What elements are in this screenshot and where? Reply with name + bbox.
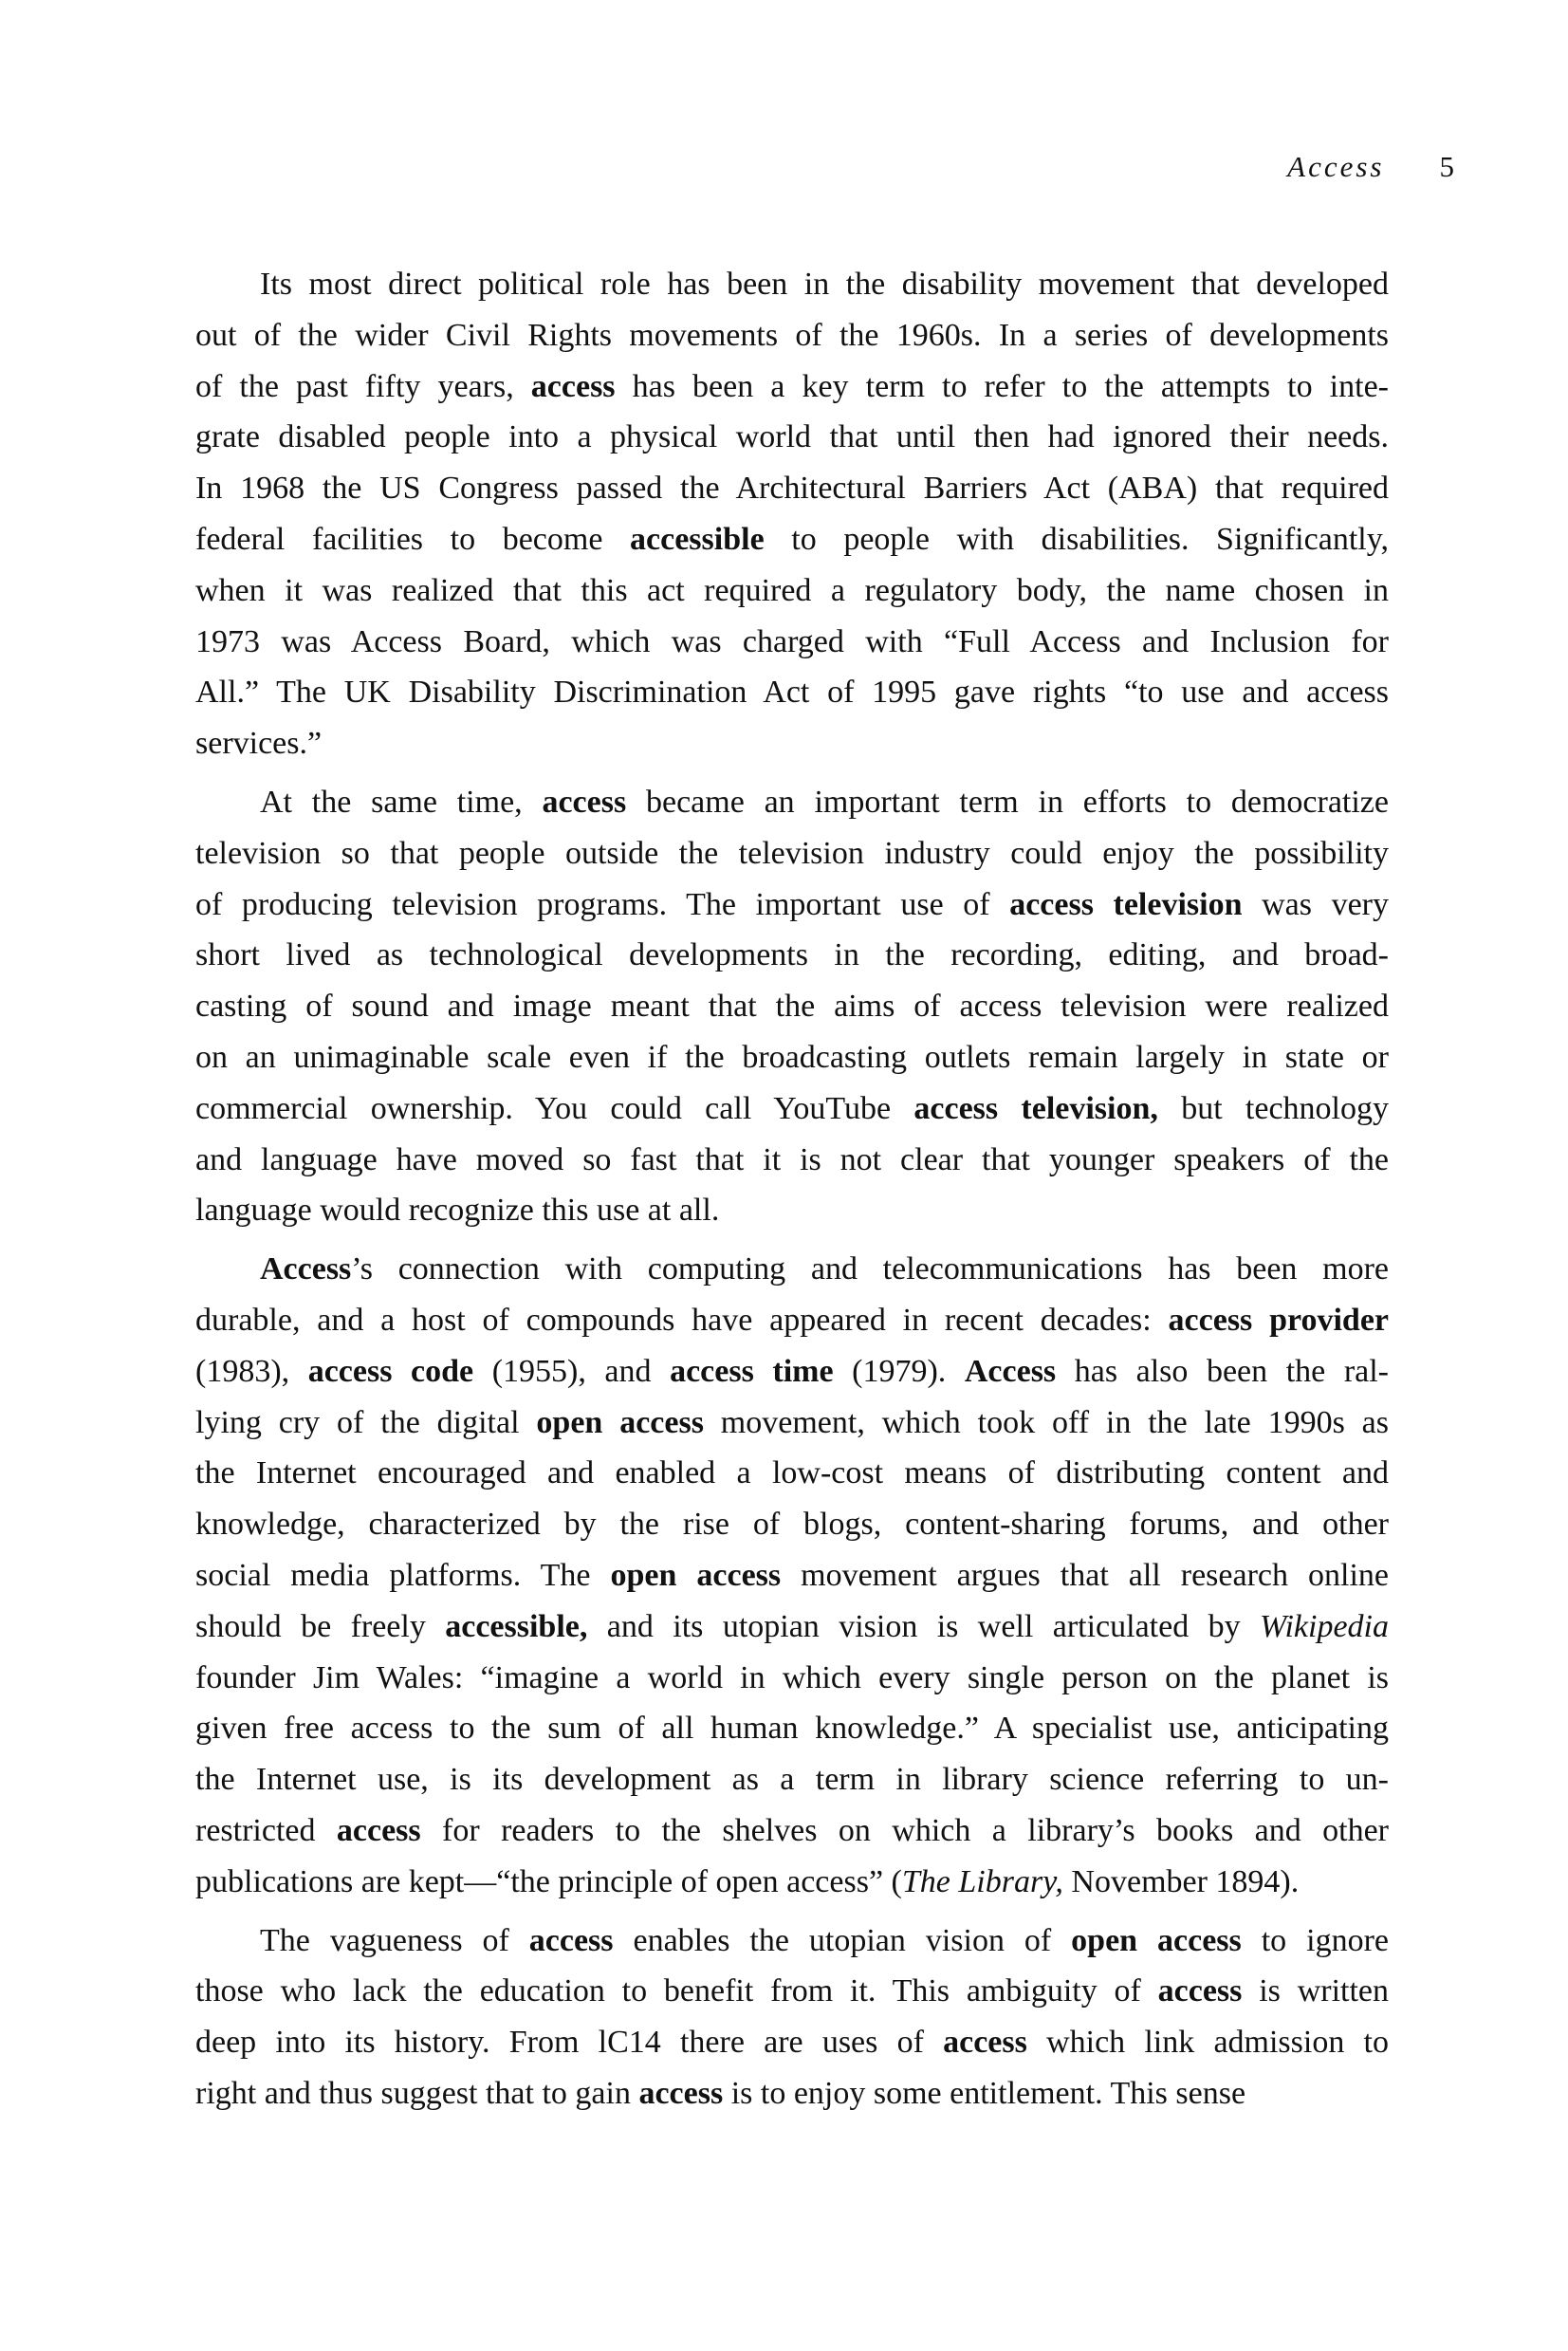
text-run: enables the utopian vision of [613, 1922, 1072, 1958]
text-line [195, 1805, 1389, 1857]
text-line [195, 930, 1389, 981]
text-line [195, 1703, 1389, 1754]
text-run: to ignore [1241, 1922, 1389, 1958]
text-line [195, 718, 1389, 769]
text-line [195, 1857, 1389, 1908]
bold-term: Access [964, 1353, 1057, 1389]
text-line [195, 259, 1389, 310]
text-line [195, 1083, 1389, 1135]
text-run: is to enjoy some entitlement. This sense [723, 2075, 1246, 2111]
text-line [195, 1295, 1389, 1346]
text-run: casting of sound and image meant that the aims of access television were realized [195, 989, 1389, 1025]
text-run: on an unimaginable scale even if the broadcasting outlets remain largely in state or [195, 1039, 1389, 1075]
paragraph [195, 1244, 1389, 1907]
text-run: All.” The UK Disability Discrimination Act of 1995 gave rights “to use and access [195, 675, 1389, 711]
text-line [195, 2068, 1389, 2120]
bold-term: open access [1071, 1922, 1242, 1958]
bold-term: access [542, 784, 627, 820]
text-run: language would recognize this use at all. [195, 1193, 720, 1229]
text-line [195, 1135, 1389, 1186]
text-run: to people with disabilities. Significantly, [764, 521, 1389, 557]
text-line [195, 1601, 1389, 1653]
bold-term: access [528, 1922, 614, 1958]
running-title: Access [1287, 150, 1385, 183]
text-line [195, 361, 1389, 413]
text-run: of producing television programs. The important use of [195, 886, 1010, 922]
text-line [195, 1346, 1389, 1398]
italic-title: The Library, [901, 1863, 1063, 1899]
text-line [195, 777, 1389, 828]
paragraph [195, 259, 1389, 769]
text-run: Its most direct political role has been in the disability movement that developed [260, 267, 1389, 302]
text-line [195, 1398, 1389, 1449]
bold-term: access provider [1168, 1302, 1389, 1338]
text-line [195, 1032, 1389, 1083]
bold-term: access [943, 2025, 1027, 2061]
text-run: ’s connection with computing and telecommunications has been more [351, 1251, 1389, 1287]
text-line [195, 1754, 1389, 1805]
bold-term: open access [536, 1404, 704, 1440]
text-run: the Internet encouraged and enabled a low-cost means of distributing content and [195, 1455, 1389, 1491]
text-run: became an important term in efforts to democratize [626, 784, 1389, 820]
bold-term: access [530, 368, 616, 404]
text-line [195, 1966, 1389, 2017]
text-run: should be freely [195, 1608, 446, 1644]
bold-term: Access [260, 1251, 352, 1287]
text-line [195, 565, 1389, 617]
bold-term: access code [307, 1353, 474, 1389]
text-run: and its utopian vision is well articulated by [587, 1608, 1261, 1644]
running-header [1287, 150, 1454, 184]
text-line [195, 1916, 1389, 1967]
text-run: out of the wider Civil Rights movements of the 1960s. In a series of developments [195, 317, 1389, 353]
text-run: 1973 was Access Board, which was charged with “Full Access and Inclusion for [195, 623, 1389, 659]
bold-term: access [1157, 1973, 1243, 2009]
bold-term: access television, [913, 1090, 1158, 1126]
text-run: publications are kept—“the principle of open access” ( [195, 1863, 902, 1899]
text-run: has been a key term to refer to the attempts to inte- [615, 368, 1389, 404]
text-run: (1955), and [473, 1353, 671, 1389]
text-run: and language have moved so fast that it is not clear that younger speakers of the [195, 1141, 1389, 1177]
text-line [195, 667, 1389, 718]
italic-title: Wikipedia [1260, 1608, 1389, 1644]
text-run: television so that people outside the television industry could enjoy the possibility [195, 835, 1389, 871]
text-run: In 1968 the US Congress passed the Architectural Barriers Act (ABA) that required [195, 471, 1389, 507]
bold-term: access [638, 2075, 724, 2111]
bold-term: access time [670, 1353, 834, 1389]
text-run: federal facilities to become [195, 521, 631, 557]
text-run: The vagueness of [260, 1922, 529, 1958]
text-run: of the past fifty years, [195, 368, 531, 404]
text-run: has also been the ral- [1056, 1353, 1390, 1389]
text-line [195, 1499, 1389, 1550]
text-line [195, 879, 1389, 931]
bold-term: accessible, [445, 1608, 588, 1644]
text-run: At the same time, [260, 784, 543, 820]
paragraph [195, 1916, 1389, 2120]
text-run: movement argues that all research online [781, 1557, 1389, 1593]
text-run: November 1894). [1062, 1863, 1300, 1899]
text-line [195, 2017, 1389, 2068]
text-line [195, 1185, 1389, 1236]
text-run: is written [1242, 1973, 1389, 2009]
text-line [195, 310, 1389, 361]
text-run: founder Jim Wales: “imagine a world in which every single person on the planet is [195, 1659, 1389, 1695]
text-run: deep into its history. From lC14 there are uses of [195, 2025, 944, 2061]
text-line [195, 1653, 1389, 1704]
text-run: when it was realized that this act required a regulatory body, the name chosen in [195, 572, 1389, 608]
text-line [195, 463, 1389, 514]
text-line [195, 1244, 1389, 1295]
text-run: was very [1242, 886, 1390, 922]
text-run: for readers to the shelves on which a library’s books and other [420, 1812, 1389, 1848]
text-run: durable, and a host of compounds have appeared in recent decades: [195, 1302, 1169, 1338]
text-run: services.” [195, 726, 323, 762]
text-line [195, 412, 1389, 463]
text-line [195, 1550, 1389, 1601]
text-run: which link admission to [1026, 2025, 1389, 2061]
bold-term: access [336, 1812, 421, 1848]
text-run: (1979). [833, 1353, 965, 1389]
bold-term: accessible [630, 521, 765, 557]
text-line [195, 514, 1389, 565]
text-run: movement, which took off in the late 1990s as [703, 1404, 1389, 1440]
text-line [195, 981, 1389, 1032]
text-line [195, 828, 1389, 879]
paragraph [195, 777, 1389, 1236]
text-line [195, 617, 1389, 668]
text-run: grate disabled people into a physical world that until then had ignored their needs. [195, 419, 1389, 455]
text-run: lying cry of the digital [195, 1404, 537, 1440]
text-line [195, 1448, 1389, 1499]
text-run: social media platforms. The [195, 1557, 611, 1593]
text-run: restricted [195, 1812, 337, 1848]
bold-term: open access [610, 1557, 782, 1593]
text-run: but technology [1157, 1090, 1389, 1126]
text-run: commercial ownership. You could call YouTube [195, 1090, 914, 1126]
text-run: given free access to the sum of all human knowledge.” A specialist use, anticipating [195, 1711, 1389, 1747]
text-run: the Internet use, is its development as a term in library science referring to un- [195, 1762, 1389, 1798]
bold-term: access television [1009, 886, 1243, 922]
text-run: those who lack the education to benefit from it. This ambiguity of [195, 1973, 1158, 2009]
body-text [195, 259, 1389, 2127]
text-run: knowledge, characterized by the rise of blogs, content-sharing forums, and other [195, 1507, 1389, 1543]
text-run: short lived as technological developments in the recording, editing, and broad- [195, 937, 1389, 973]
page-number: 5 [1439, 150, 1454, 183]
text-run: (1983), [195, 1353, 308, 1389]
text-run: right and thus suggest that to gain [195, 2075, 639, 2111]
